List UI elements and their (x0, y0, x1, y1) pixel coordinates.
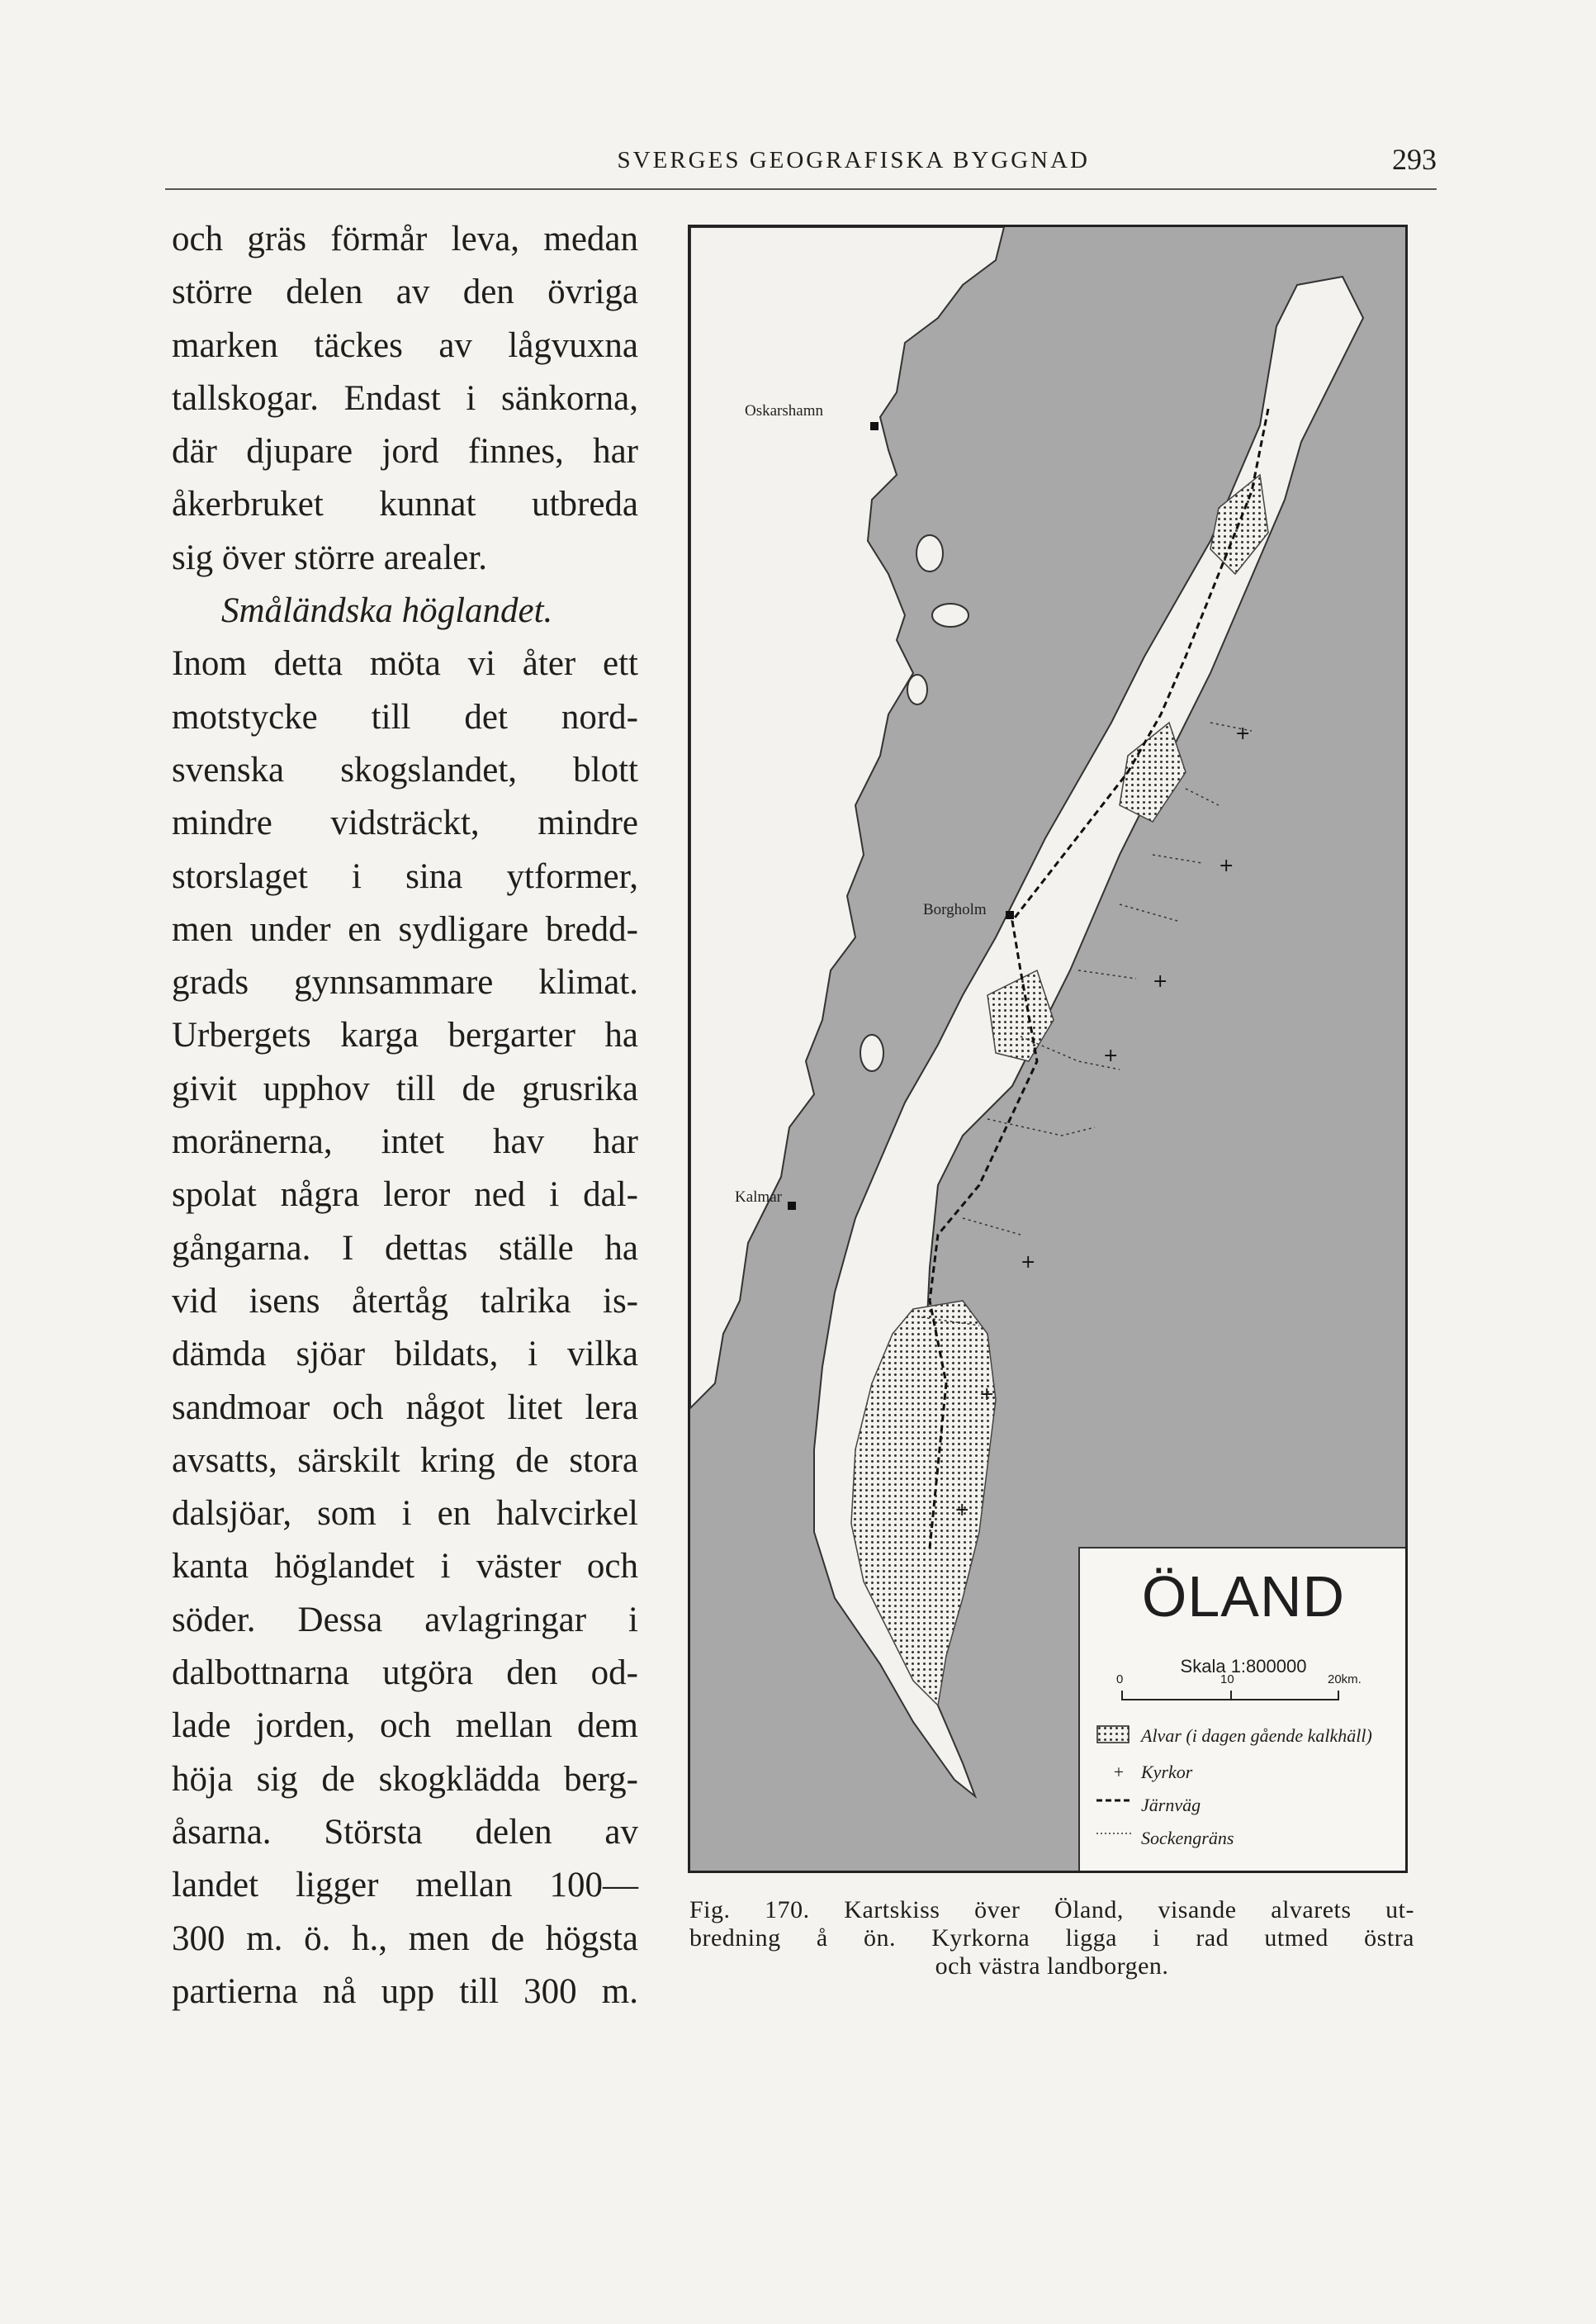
scale-bar (1121, 1691, 1339, 1700)
text-line: dalsjöar, som i en halvcirkel (172, 1494, 638, 1534)
text-line: landet ligger mellan 100— (172, 1866, 638, 1905)
text-line: partierna nå upp till 300 m. (172, 1971, 638, 2011)
legend-row-railway (1096, 1795, 1201, 1816)
islet (860, 1035, 883, 1071)
text-line: motstycke till det nord- (172, 697, 638, 737)
caption-line: och västra landborgen. (935, 1952, 1169, 1980)
text-line: höja sig de skogklädda berg- (172, 1759, 638, 1799)
text-line: kanta höglandet i väster och (172, 1547, 638, 1586)
islet (916, 535, 943, 572)
text-line: dämda sjöar bildats, i vilka (172, 1335, 638, 1374)
oland-map-figure (688, 225, 1408, 1873)
islet (932, 604, 968, 627)
legend-label-parish: Sockengräns (1141, 1828, 1234, 1848)
scale-number: 10 (1220, 1672, 1234, 1686)
place-label-borgholm: Borgholm (923, 901, 987, 918)
islet (907, 675, 927, 704)
text-line: åkerbruket kunnat utbreda (172, 485, 638, 524)
text-line: givit upphov till de grusrika (172, 1069, 638, 1108)
church-symbol: + (954, 1500, 970, 1520)
legend-label-railway: Järnväg (1141, 1795, 1201, 1815)
map-legend (1078, 1547, 1407, 1872)
scale-label: Skala 1:800000 (1180, 1656, 1307, 1677)
page-number: 293 (1392, 143, 1437, 176)
section-heading: Småländska höglandet. (221, 591, 553, 631)
text-line: men under en sydligare bredd- (172, 909, 638, 949)
text-line: vid isens återtåg talrika is- (172, 1281, 638, 1321)
church-symbol: + (1103, 1046, 1119, 1066)
legend-row-parish (1096, 1828, 1234, 1849)
legend-title: ÖLAND (1141, 1564, 1346, 1629)
church-symbol: + (979, 1384, 995, 1405)
text-line: sig över större arealer. (172, 538, 488, 577)
figure-caption (689, 1896, 1414, 1980)
text-line: svenska skogslandet, blott (172, 750, 638, 790)
text-line: storslaget i sina ytformer, (172, 856, 638, 896)
church-symbol: + (1021, 1252, 1036, 1273)
text-line: åsarna. Största delen av (172, 1812, 638, 1852)
running-head (165, 140, 1437, 182)
text-line: tallskogar. Endast i sänkorna, (172, 378, 638, 418)
text-line: där djupare jord finnes, har (172, 432, 638, 472)
text-line: Urbergets karga bergarter ha (172, 1016, 638, 1055)
text-line: sandmoar och något litet lera (172, 1387, 638, 1427)
text-line: mindre vidsträckt, mindre (172, 804, 638, 843)
text-line: och gräs förmår leva, medan (172, 220, 638, 258)
header-rule (165, 188, 1437, 190)
church-symbol: + (1235, 723, 1251, 744)
body-text-column (172, 213, 638, 2018)
town-marker-borgholm (1006, 911, 1014, 919)
text-line: större delen av den övriga (172, 273, 638, 312)
text-line: spolat några leror ned i dal- (172, 1175, 638, 1215)
text-line: avsatts, särskilt kring de stora (172, 1440, 638, 1480)
legend-row-church (1096, 1762, 1192, 1783)
text-line: dalbottnarna utgöra den od- (172, 1653, 638, 1693)
church-symbol: + (1219, 856, 1234, 876)
caption-line: bredning å ön. Kyrkorna ligga i rad utmed östra (689, 1924, 1414, 1952)
scale-tick (1230, 1691, 1232, 1699)
legend-row-alvar (1096, 1725, 1372, 1747)
scale-number: 20km. (1328, 1672, 1362, 1686)
town-marker-oskarshamn (870, 422, 879, 430)
legend-label-alvar: Alvar (i dagen gående kalkhäll) (1141, 1725, 1372, 1746)
text-line: söder. Dessa avlagringar i (172, 1600, 638, 1639)
town-marker-kalmar (788, 1202, 796, 1210)
text-line: moränerna, intet hav har (172, 1122, 638, 1162)
text-line: 300 m. ö. h., men de högsta (172, 1918, 638, 1958)
scale-number: 0 (1116, 1672, 1124, 1686)
caption-line: Fig. 170. Kartskiss över Öland, visande alvarets ut- (689, 1896, 1414, 1923)
church-symbol: + (1153, 971, 1168, 992)
text-line: lade jorden, och mellan dem (172, 1706, 638, 1746)
running-title: SVERGES GEOGRAFISKA BYGGNAD (617, 147, 1090, 173)
place-label-oskarshamn: Oskarshamn (745, 402, 823, 420)
text-line: gångarna. I dettas ställe ha (172, 1228, 638, 1268)
church-icon: + (1113, 1762, 1125, 1782)
place-label-kalmar: Kalmar (735, 1188, 782, 1206)
text-line: marken täckes av lågvuxna (172, 325, 638, 365)
legend-label-church: Kyrkor (1141, 1762, 1193, 1782)
mainland-coast (690, 227, 1004, 1408)
text-line: Inom detta möta vi åter ett (172, 644, 638, 684)
text-line: grads gynnsammare klimat. (172, 963, 638, 1003)
